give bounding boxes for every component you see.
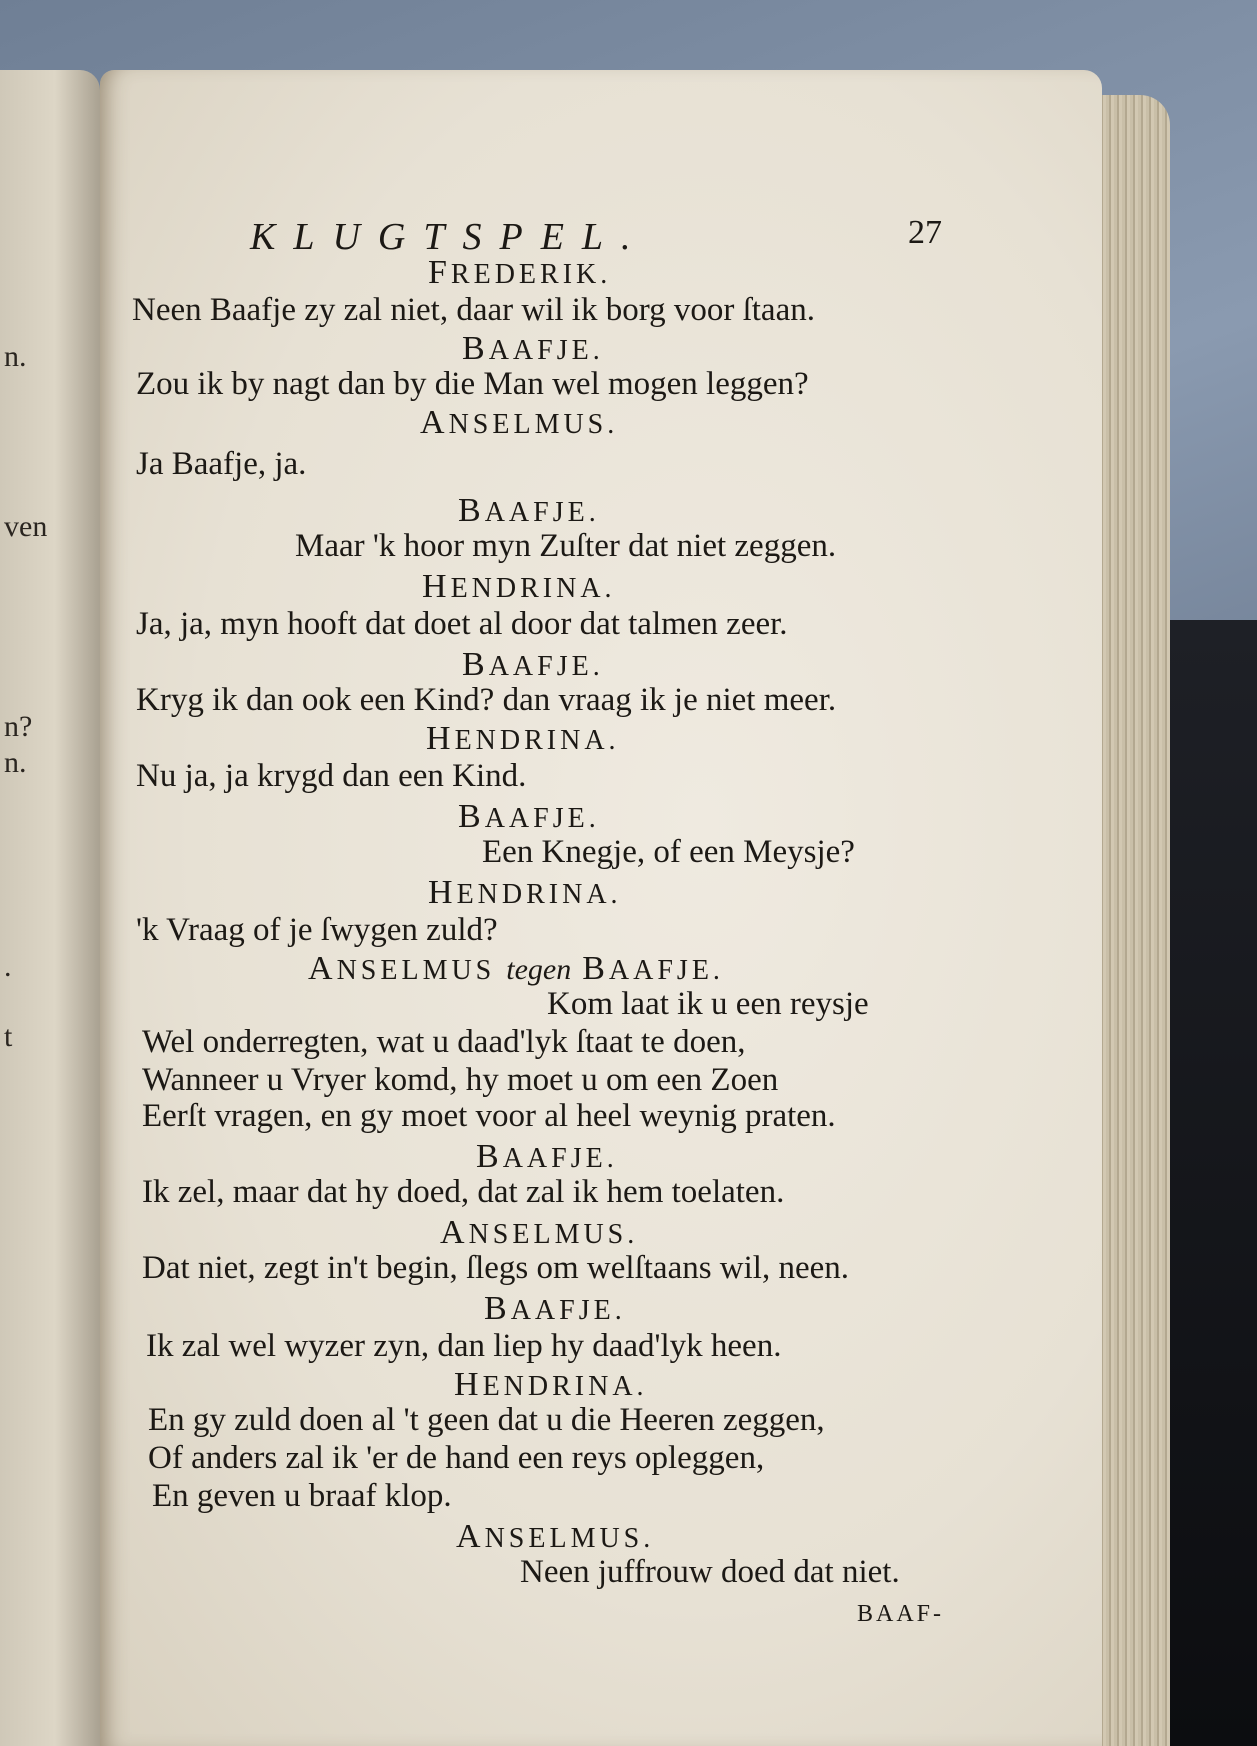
speaker-name: HENDRINA. — [422, 568, 616, 605]
catchword: BAAF- — [857, 1601, 945, 1627]
verse-line: Zou ik by nagt dan by die Man wel mogen leggen? — [136, 366, 809, 402]
page-edges — [1090, 95, 1170, 1746]
verse-line: Kom laat ik u een reysje — [547, 986, 869, 1022]
verse-line: Neen juffrouw doed dat niet. — [520, 1554, 900, 1590]
left-page-fragment: t — [4, 1020, 13, 1053]
speaker-name: BAAFJE. — [458, 492, 600, 529]
verse-line: Eerſt vragen, en gy moet voor al heel weynig praten. — [142, 1098, 836, 1134]
speaker-name: ANSELMUS. — [440, 1214, 639, 1251]
speaker-name: BAAFJE. — [484, 1290, 626, 1327]
verse-line: Ja, ja, myn hooft dat doet al door dat talmen zeer. — [136, 606, 788, 642]
verse-line: Of anders zal ik 'er de hand een reys opleggen, — [148, 1440, 765, 1476]
verse-line: En geven u braaf klop. — [152, 1478, 452, 1514]
speaker-name: BAAFJE. — [458, 798, 600, 835]
verse-line: En gy zuld doen al 't geen dat u die Heeren zeggen, — [148, 1402, 825, 1438]
speaker-name: HENDRINA. — [428, 874, 622, 911]
speaker-name: ANSELMUS. — [456, 1518, 655, 1555]
left-page-fragment: n. — [4, 746, 27, 779]
left-page-edge — [0, 70, 100, 1746]
speaker-name: FREDERIK. — [428, 254, 612, 291]
verse-line: Kryg ik dan ook een Kind? dan vraag ik je niet meer. — [136, 682, 837, 718]
verse-line: Dat niet, zegt in't begin, ſlegs om welſtaans wil, neen. — [142, 1250, 850, 1286]
verse-line: Neen Baafje zy zal niet, daar wil ik borg voor ſtaan. — [132, 292, 815, 328]
left-page-fragment: ven — [4, 510, 48, 543]
verse-line: Wel onderregten, wat u daad'lyk ſtaat te doen, — [142, 1024, 746, 1060]
speaker-name: HENDRINA. — [454, 1366, 648, 1403]
verse-line: Maar 'k hoor myn Zuſter dat niet zeggen. — [295, 528, 837, 564]
verse-line: Een Knegje, of een Meysje? — [482, 834, 855, 870]
speaker-name: BAAFJE. — [462, 646, 604, 683]
verse-line: 'k Vraag of je ſwygen zuld? — [136, 912, 498, 948]
left-page-fragment: . — [4, 950, 12, 983]
verse-line: Ik zel, maar dat hy doed, dat zal ik hem toelaten. — [142, 1174, 785, 1210]
left-page-fragment: n. — [4, 340, 27, 373]
verse-line: Ik zal wel wyzer zyn, dan liep hy daad'lyk heen. — [146, 1328, 782, 1364]
speaker-name: ANSELMUS tegen BAAFJE. — [308, 950, 724, 987]
verse-line: Ja Baafje, ja. — [136, 446, 307, 482]
verse-line: Wanneer u Vryer komd, hy moet u om een Zoen — [142, 1062, 779, 1098]
speaker-name: BAAFJE. — [476, 1138, 618, 1175]
verse-line: Nu ja, ja krygd dan een Kind. — [136, 758, 527, 794]
speaker-name: BAAFJE. — [462, 330, 604, 367]
left-page-fragment: n? — [4, 710, 33, 743]
book-page — [100, 70, 1102, 1746]
page-number: 27 — [908, 214, 942, 251]
speaker-name: HENDRINA. — [426, 720, 620, 757]
running-title: KLUGTSPEL. — [250, 216, 649, 258]
speaker-name: ANSELMUS. — [420, 404, 619, 441]
